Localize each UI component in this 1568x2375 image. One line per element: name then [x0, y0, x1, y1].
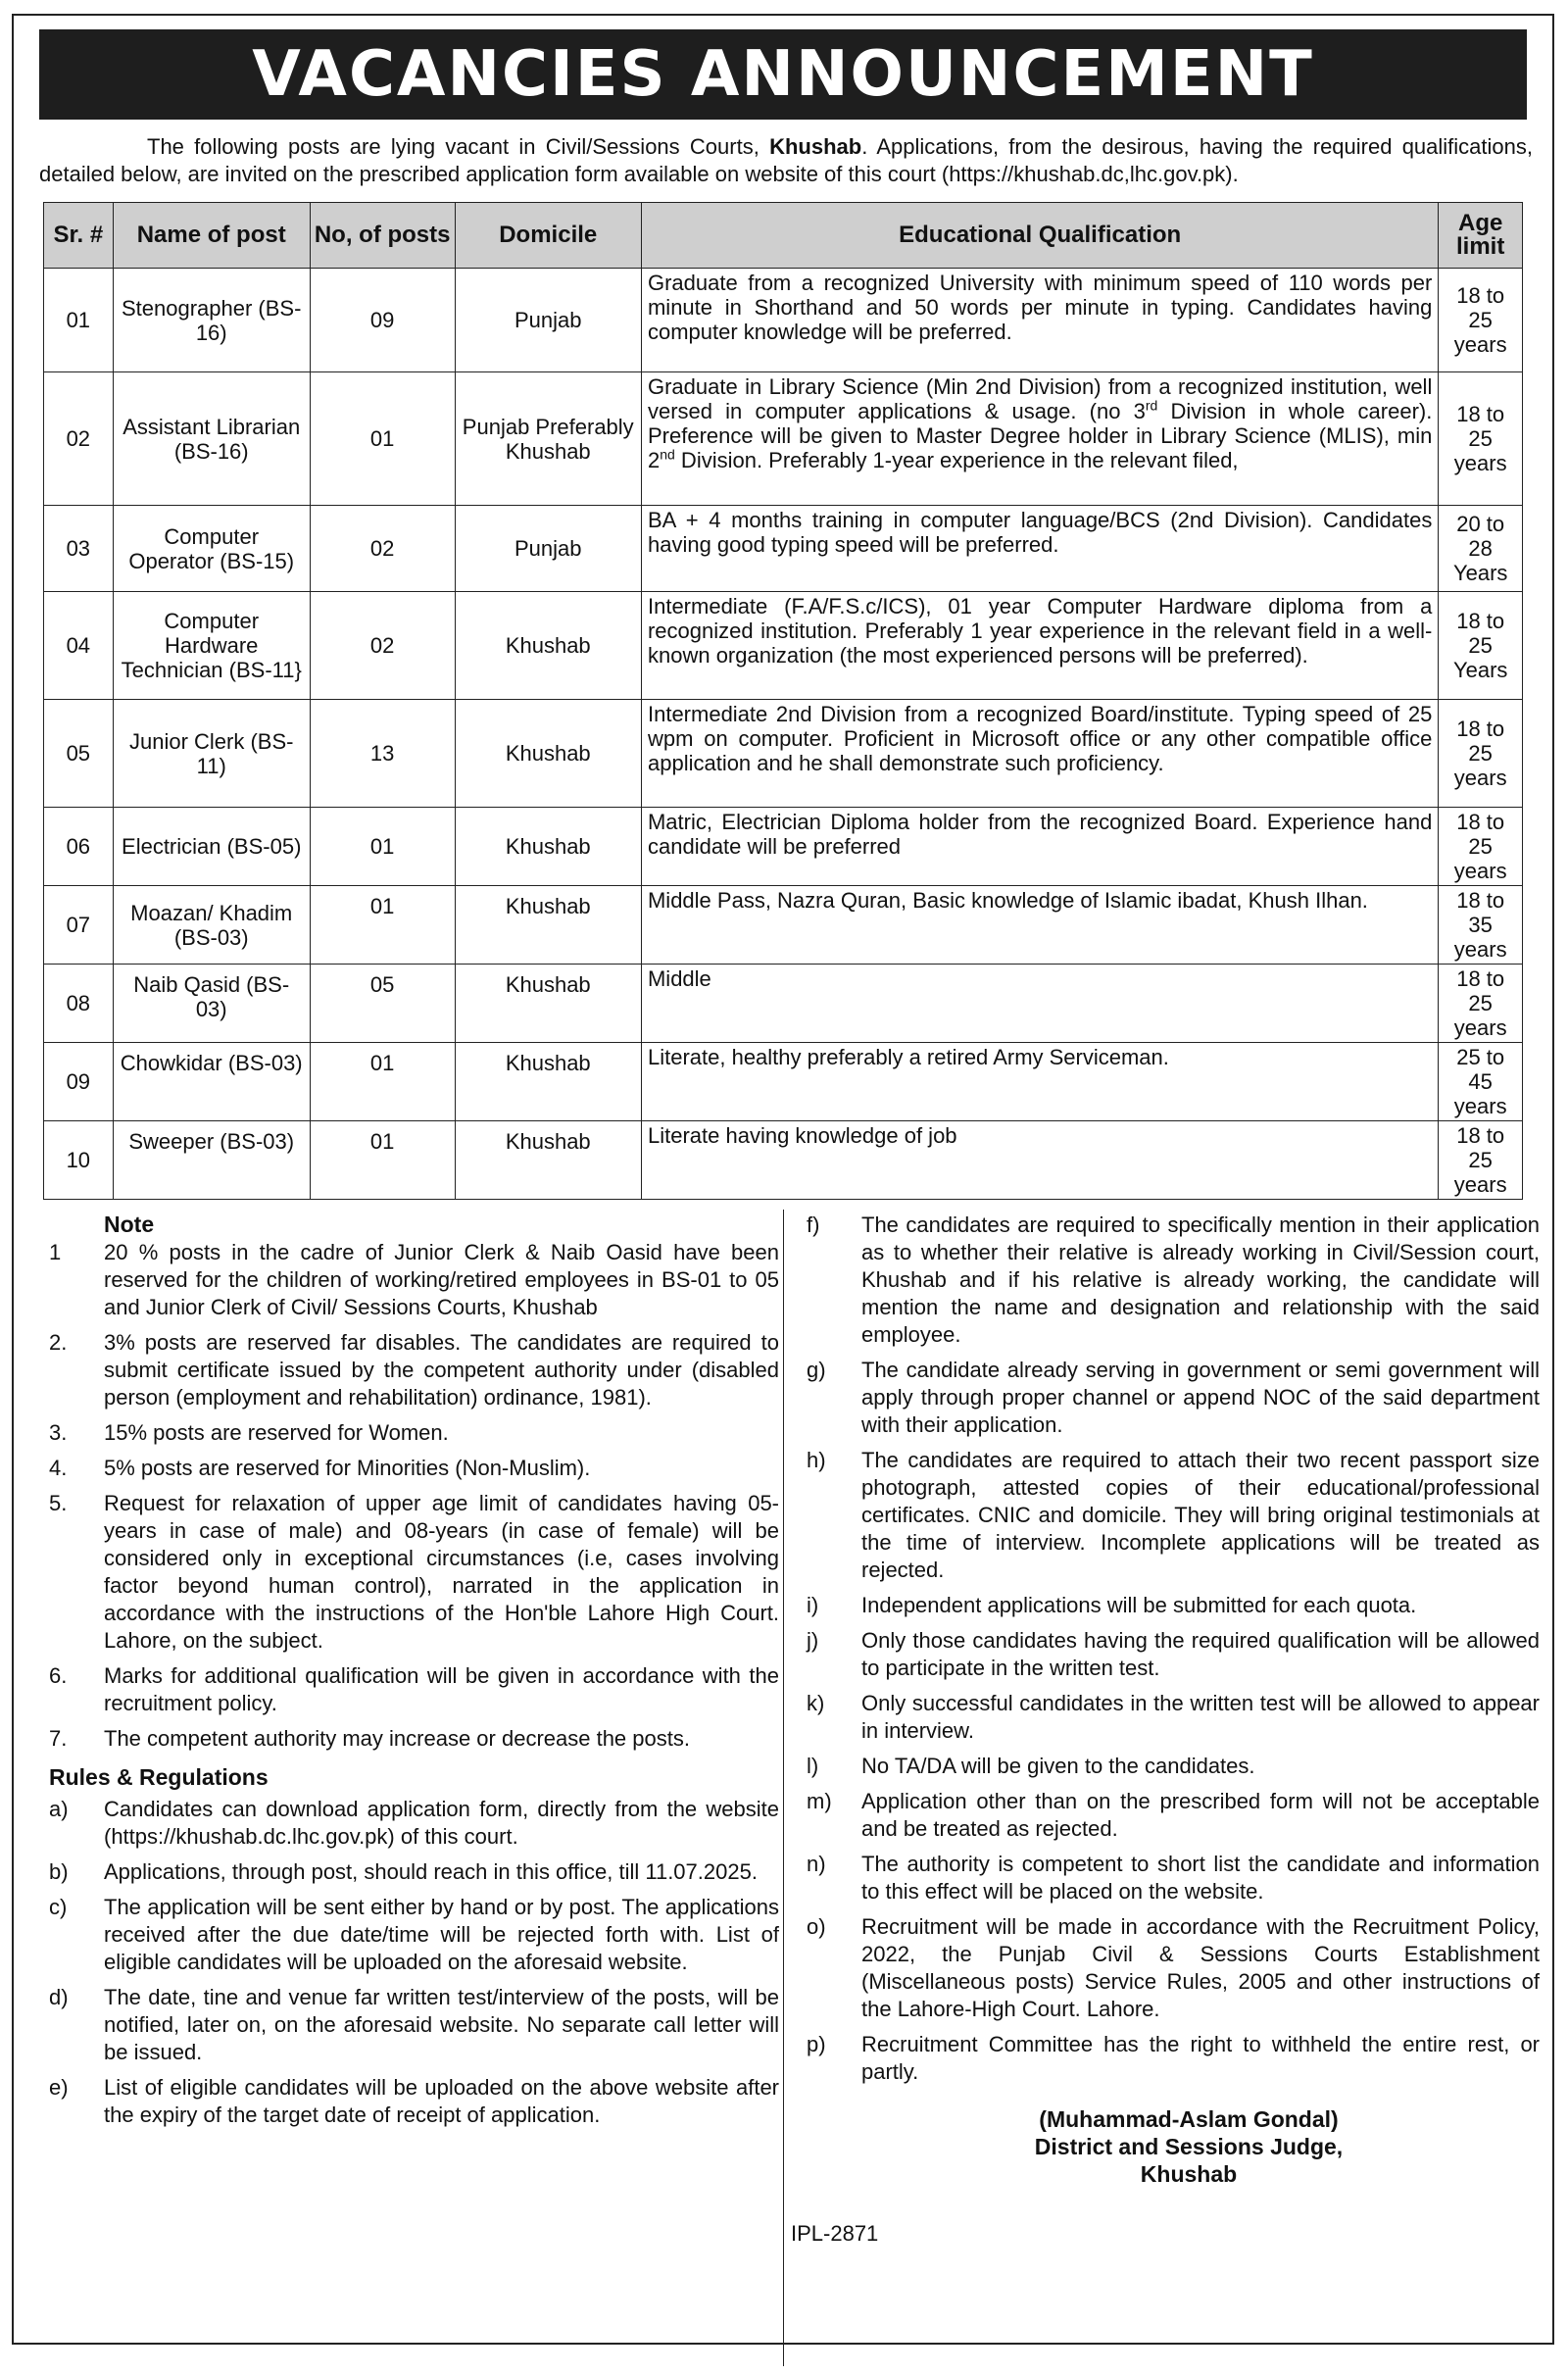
cell-sr: 04: [44, 592, 114, 700]
cell-age: 18 to 25 years: [1439, 372, 1523, 506]
cell-age: 18 to 25 years: [1439, 269, 1523, 372]
cell-sr: 09: [44, 1043, 114, 1121]
cell-name: Electrician (BS-05): [113, 808, 310, 886]
note-text: 15% posts are reserved for Women.: [104, 1420, 449, 1445]
right-column: [783, 1210, 1552, 2246]
rule-letter: j): [807, 1628, 819, 1653]
cell-sr: 02: [44, 372, 114, 506]
rule-item: [49, 1894, 779, 1976]
note-item: [49, 1329, 779, 1411]
note-item: [49, 1662, 779, 1717]
cell-age: 25 to 45 years: [1439, 1043, 1523, 1121]
cell-qualification: Literate, healthy preferably a retired Army Serviceman.: [641, 1043, 1438, 1121]
page-title: VACANCIES ANNOUNCEMENT: [39, 29, 1527, 120]
rule-letter: e): [49, 2075, 69, 2100]
rule-letter: m): [807, 1789, 832, 1813]
cell-posts: 01: [310, 1043, 455, 1121]
table-header-row: [44, 203, 1523, 269]
note-text: Request for relaxation of upper age limit of candidates having 05-years in case of male) and 08-years (in case of female) will be considered only in exceptional circumstances (i.e, cases involving factor beyond human control), narrated in the application in accordance with the instructions of the Hon'ble Lahore High Court. Lahore, on the subject.: [104, 1491, 779, 1653]
rule-text: List of eligible candidates will be uploaded on the above website after the expiry of the target date of receipt of application.: [104, 2075, 779, 2127]
rule-item: [807, 1212, 1540, 1349]
notes-section: [49, 1210, 779, 1753]
cell-name: Naib Qasid (BS-03): [113, 965, 310, 1043]
rule-text: Only successful candidates in the written test will be allowed to appear in interview.: [861, 1691, 1540, 1743]
rule-letter: o): [807, 1914, 826, 1939]
rule-letter: f): [807, 1212, 820, 1237]
rules-section: [49, 1762, 779, 2129]
rules-continued: [807, 1210, 1540, 2086]
signatory-designation: District and Sessions Judge,: [1034, 2134, 1344, 2159]
note-number: 6.: [49, 1663, 68, 1688]
note-text: 5% posts are reserved for Minorities (Non-Muslim).: [104, 1456, 591, 1480]
rule-letter: a): [49, 1797, 69, 1821]
cell-name: Computer Operator (BS-15): [113, 506, 310, 592]
cell-qualification: BA + 4 months training in computer language/BCS (2nd Division). Candidates having good typing speed will be preferred.: [641, 506, 1438, 592]
cell-qualification: Middle: [641, 965, 1438, 1043]
note-item: [49, 1419, 779, 1447]
note-number: 7.: [49, 1726, 68, 1751]
cell-name: Assistant Librarian (BS-16): [113, 372, 310, 506]
rule-letter: b): [49, 1859, 69, 1884]
note-text: Marks for additional qualification will be given in accordance with the recruitment policy.: [104, 1663, 779, 1715]
rule-item: [807, 2031, 1540, 2086]
table-row: [44, 886, 1523, 965]
table-row: [44, 269, 1523, 372]
rule-item: [49, 1858, 779, 1886]
rule-item: [807, 1913, 1540, 2023]
cell-qualification: Literate having knowledge of job: [641, 1121, 1438, 1200]
signature-block: [983, 2105, 1395, 2188]
cell-qualification: Intermediate (F.A/F.S.c/ICS), 01 year Computer Hardware diploma from a recognized institution. Preferably 1 year experience in the relevant field in a well-known organization (the most experienced persons will be preferred).: [641, 592, 1438, 700]
rule-text: The candidate already serving in government or semi government will apply through proper channel or append NOC of the said department with their application.: [861, 1358, 1540, 1437]
intro-text-1: The following posts are lying vacant in Civil/Sessions Courts,: [147, 134, 770, 159]
header-domicile: Domicile: [455, 203, 641, 269]
table-row: [44, 700, 1523, 808]
cell-posts: 01: [310, 372, 455, 506]
cell-qualification: Graduate in Library Science (Min 2nd Division) from a recognized institution, well versed in computer applications & usage. (no 3rd Division in whole career). Preference will be given to Master Degree holder in Library Science (MLIS), min 2nd Division. Preferably 1-year experience in the relevant filed,: [641, 372, 1438, 506]
rule-item: [49, 1984, 779, 2066]
note-item: [49, 1490, 779, 1655]
cell-name: Computer Hardware Technician (BS-11}: [113, 592, 310, 700]
cell-domicile: Khushab: [455, 965, 641, 1043]
cell-domicile: Punjab: [455, 269, 641, 372]
rule-text: The date, tine and venue far written test/interview of the posts, will be notified, later on, on the aforesaid website. No separate call letter will be issued.: [104, 1985, 779, 2064]
cell-sr: 07: [44, 886, 114, 965]
rule-item: [807, 1447, 1540, 1584]
note-number: 1: [49, 1240, 62, 1264]
rule-text: Only those candidates having the required qualification will be allowed to participate in the written test.: [861, 1628, 1540, 1680]
cell-domicile: Punjab: [455, 506, 641, 592]
rule-letter: i): [807, 1593, 819, 1617]
cell-name: Chowkidar (BS-03): [113, 1043, 310, 1121]
rule-item: [807, 1753, 1540, 1780]
cell-domicile: Khushab: [455, 592, 641, 700]
cell-domicile: Khushab: [455, 808, 641, 886]
note-text: 20 % posts in the cadre of Junior Clerk & Naib Oasid have been reserved for the children of working/retired employees in BS-01 to 05 and Junior Clerk of Civil/ Sessions Courts, Khushab: [104, 1240, 779, 1319]
rule-item: [807, 1788, 1540, 1843]
table-row: [44, 592, 1523, 700]
rule-item: [49, 2074, 779, 2129]
announcement-page: [12, 14, 1554, 2345]
cell-domicile: Khushab: [455, 1121, 641, 1200]
cell-sr: 05: [44, 700, 114, 808]
cell-age: 18 to 25 years: [1439, 808, 1523, 886]
rule-item: [807, 1690, 1540, 1745]
rule-item: [807, 1592, 1540, 1619]
note-text: 3% posts are reserved far disables. The candidates are required to submit certificate issued by the competent authority under (disabled person (employment and rehabilitation) ordinance, 1981).: [104, 1330, 779, 1410]
rule-text: The candidates are required to specifically mention in their application as to whether their relative is already working in Civil/Session court, Khushab and if his relative is already working, the candidate will mention the name and designation and relationship with the said employee.: [861, 1212, 1540, 1347]
cell-domicile: Khushab: [455, 886, 641, 965]
cell-posts: 05: [310, 965, 455, 1043]
header-qualification: Educational Qualification: [641, 203, 1438, 269]
cell-posts: 09: [310, 269, 455, 372]
rule-letter: h): [807, 1448, 826, 1472]
note-text: The competent authority may increase or decrease the posts.: [104, 1726, 690, 1751]
header-sr: Sr. #: [44, 203, 114, 269]
vacancies-table: [43, 202, 1523, 1200]
note-number: 5.: [49, 1491, 68, 1515]
cell-sr: 08: [44, 965, 114, 1043]
cell-name: Sweeper (BS-03): [113, 1121, 310, 1200]
cell-age: 20 to 28 Years: [1439, 506, 1523, 592]
intro-text-2: . Applications, from the desirous, having the required qualifications, detailed below, are invited on the prescribed application form available on website of this court (https://khushab.dc,lhc.gov.pk).: [39, 134, 1533, 186]
signatory-place: Khushab: [1140, 2161, 1238, 2187]
cell-domicile: Khushab: [455, 1043, 641, 1121]
intro-place: Khushab: [769, 134, 862, 159]
table-row: [44, 506, 1523, 592]
cell-qualification: Intermediate 2nd Division from a recognized Board/institute. Typing speed of 25 wpm on computer. Proficient in Microsoft office or any other compatible office application and he shall demonstrate such proficiency.: [641, 700, 1438, 808]
rule-text: Recruitment will be made in accordance with the Recruitment Policy, 2022, the Punjab Civil & Sessions Courts Establishment (Miscellaneous posts) Service Rules, 2005 and other instructions of the Lahore-High Court. Lahore.: [861, 1914, 1540, 2021]
rule-letter: c): [49, 1895, 68, 1919]
rule-item: [807, 1851, 1540, 1905]
cell-age: 18 to 25 Years: [1439, 592, 1523, 700]
cell-posts: 01: [310, 1121, 455, 1200]
rule-item: [807, 1627, 1540, 1682]
rule-text: No TA/DA will be given to the candidates.: [861, 1754, 1255, 1778]
cell-qualification: Graduate from a recognized University with minimum speed of 110 words per minute in Shorthand and 50 words per minute in typing. Candidates having computer knowledge will be preferred.: [641, 269, 1438, 372]
cell-domicile: Khushab: [455, 700, 641, 808]
cell-age: 18 to 25 years: [1439, 965, 1523, 1043]
intro-paragraph: [39, 133, 1533, 188]
cell-posts: 01: [310, 886, 455, 965]
note-number: 2.: [49, 1330, 68, 1355]
rules-title: Rules & Regulations: [49, 1764, 269, 1790]
left-column: [14, 1210, 783, 2188]
rule-text: Applications, through post, should reach in this office, till 11.07.2025.: [104, 1859, 758, 1884]
rule-text: The candidates are required to attach their two recent passport size photograph, attested copies of their educational/professional certificates. CNIC and domicile. They will bring original testimonials at the time of interview. Incomplete applications will be treated as rejected.: [861, 1448, 1540, 1582]
cell-age: 18 to 25 years: [1439, 1121, 1523, 1200]
cell-qualification: Middle Pass, Nazra Quran, Basic knowledge of Islamic ibadat, Khush Ilhan.: [641, 886, 1438, 965]
ipl-code: IPL-2871: [791, 2221, 879, 2246]
rule-item: [49, 1796, 779, 1851]
notes-and-rules: [14, 1210, 1552, 2246]
rule-item: [807, 1357, 1540, 1439]
cell-posts: 02: [310, 592, 455, 700]
cell-name: Moazan/ Khadim (BS-03): [113, 886, 310, 965]
rule-text: Recruitment Committee has the right to withheld the entire rest, or partly.: [861, 2032, 1540, 2084]
header-posts: No, of posts: [310, 203, 455, 269]
rule-letter: g): [807, 1358, 826, 1382]
rule-text: Independent applications will be submitted for each quota.: [861, 1593, 1417, 1617]
cell-sr: 01: [44, 269, 114, 372]
cell-posts: 13: [310, 700, 455, 808]
note-item: [49, 1239, 779, 1321]
cell-sr: 06: [44, 808, 114, 886]
cell-age: 18 to 35 years: [1439, 886, 1523, 965]
column-divider: [783, 1210, 784, 2366]
rule-text: Application other than on the prescribed form will not be acceptable and be treated as rejected.: [861, 1789, 1540, 1841]
cell-sr: 03: [44, 506, 114, 592]
rule-letter: p): [807, 2032, 826, 2056]
table-row: [44, 1043, 1523, 1121]
table-row: [44, 1121, 1523, 1200]
rule-letter: d): [49, 1985, 69, 2009]
header-name: Name of post: [113, 203, 310, 269]
rule-letter: k): [807, 1691, 825, 1715]
note-number: 3.: [49, 1420, 68, 1445]
notes-title: Note: [104, 1212, 155, 1237]
cell-qualification: Matric, Electrician Diploma holder from the recognized Board. Experience hand candidate will be preferred: [641, 808, 1438, 886]
note-item: [49, 1725, 779, 1753]
table-row: [44, 372, 1523, 506]
header-age: Age limit: [1439, 203, 1523, 269]
table-row: [44, 808, 1523, 886]
signatory-name: (Muhammad-Aslam Gondal): [1039, 2106, 1339, 2132]
rule-text: Candidates can download application form, directly from the website (https://khushab.dc.lhc.gov.pk) of this court.: [104, 1797, 779, 1849]
note-item: [49, 1455, 779, 1482]
cell-posts: 01: [310, 808, 455, 886]
cell-domicile: Punjab Preferably Khushab: [455, 372, 641, 506]
cell-age: 18 to 25 years: [1439, 700, 1523, 808]
note-number: 4.: [49, 1456, 68, 1480]
cell-name: Stenographer (BS-16): [113, 269, 310, 372]
rule-letter: n): [807, 1852, 826, 1876]
table-row: [44, 965, 1523, 1043]
rule-letter: l): [807, 1754, 819, 1778]
cell-name: Junior Clerk (BS-11): [113, 700, 310, 808]
cell-sr: 10: [44, 1121, 114, 1200]
cell-posts: 02: [310, 506, 455, 592]
rule-text: The authority is competent to short list the candidate and information to this effect will be placed on the website.: [861, 1852, 1540, 1904]
rule-text: The application will be sent either by hand or by post. The applications received after the due date/time will be rejected forth with. List of eligible candidates will be uploaded on the aforesaid website.: [104, 1895, 779, 1974]
